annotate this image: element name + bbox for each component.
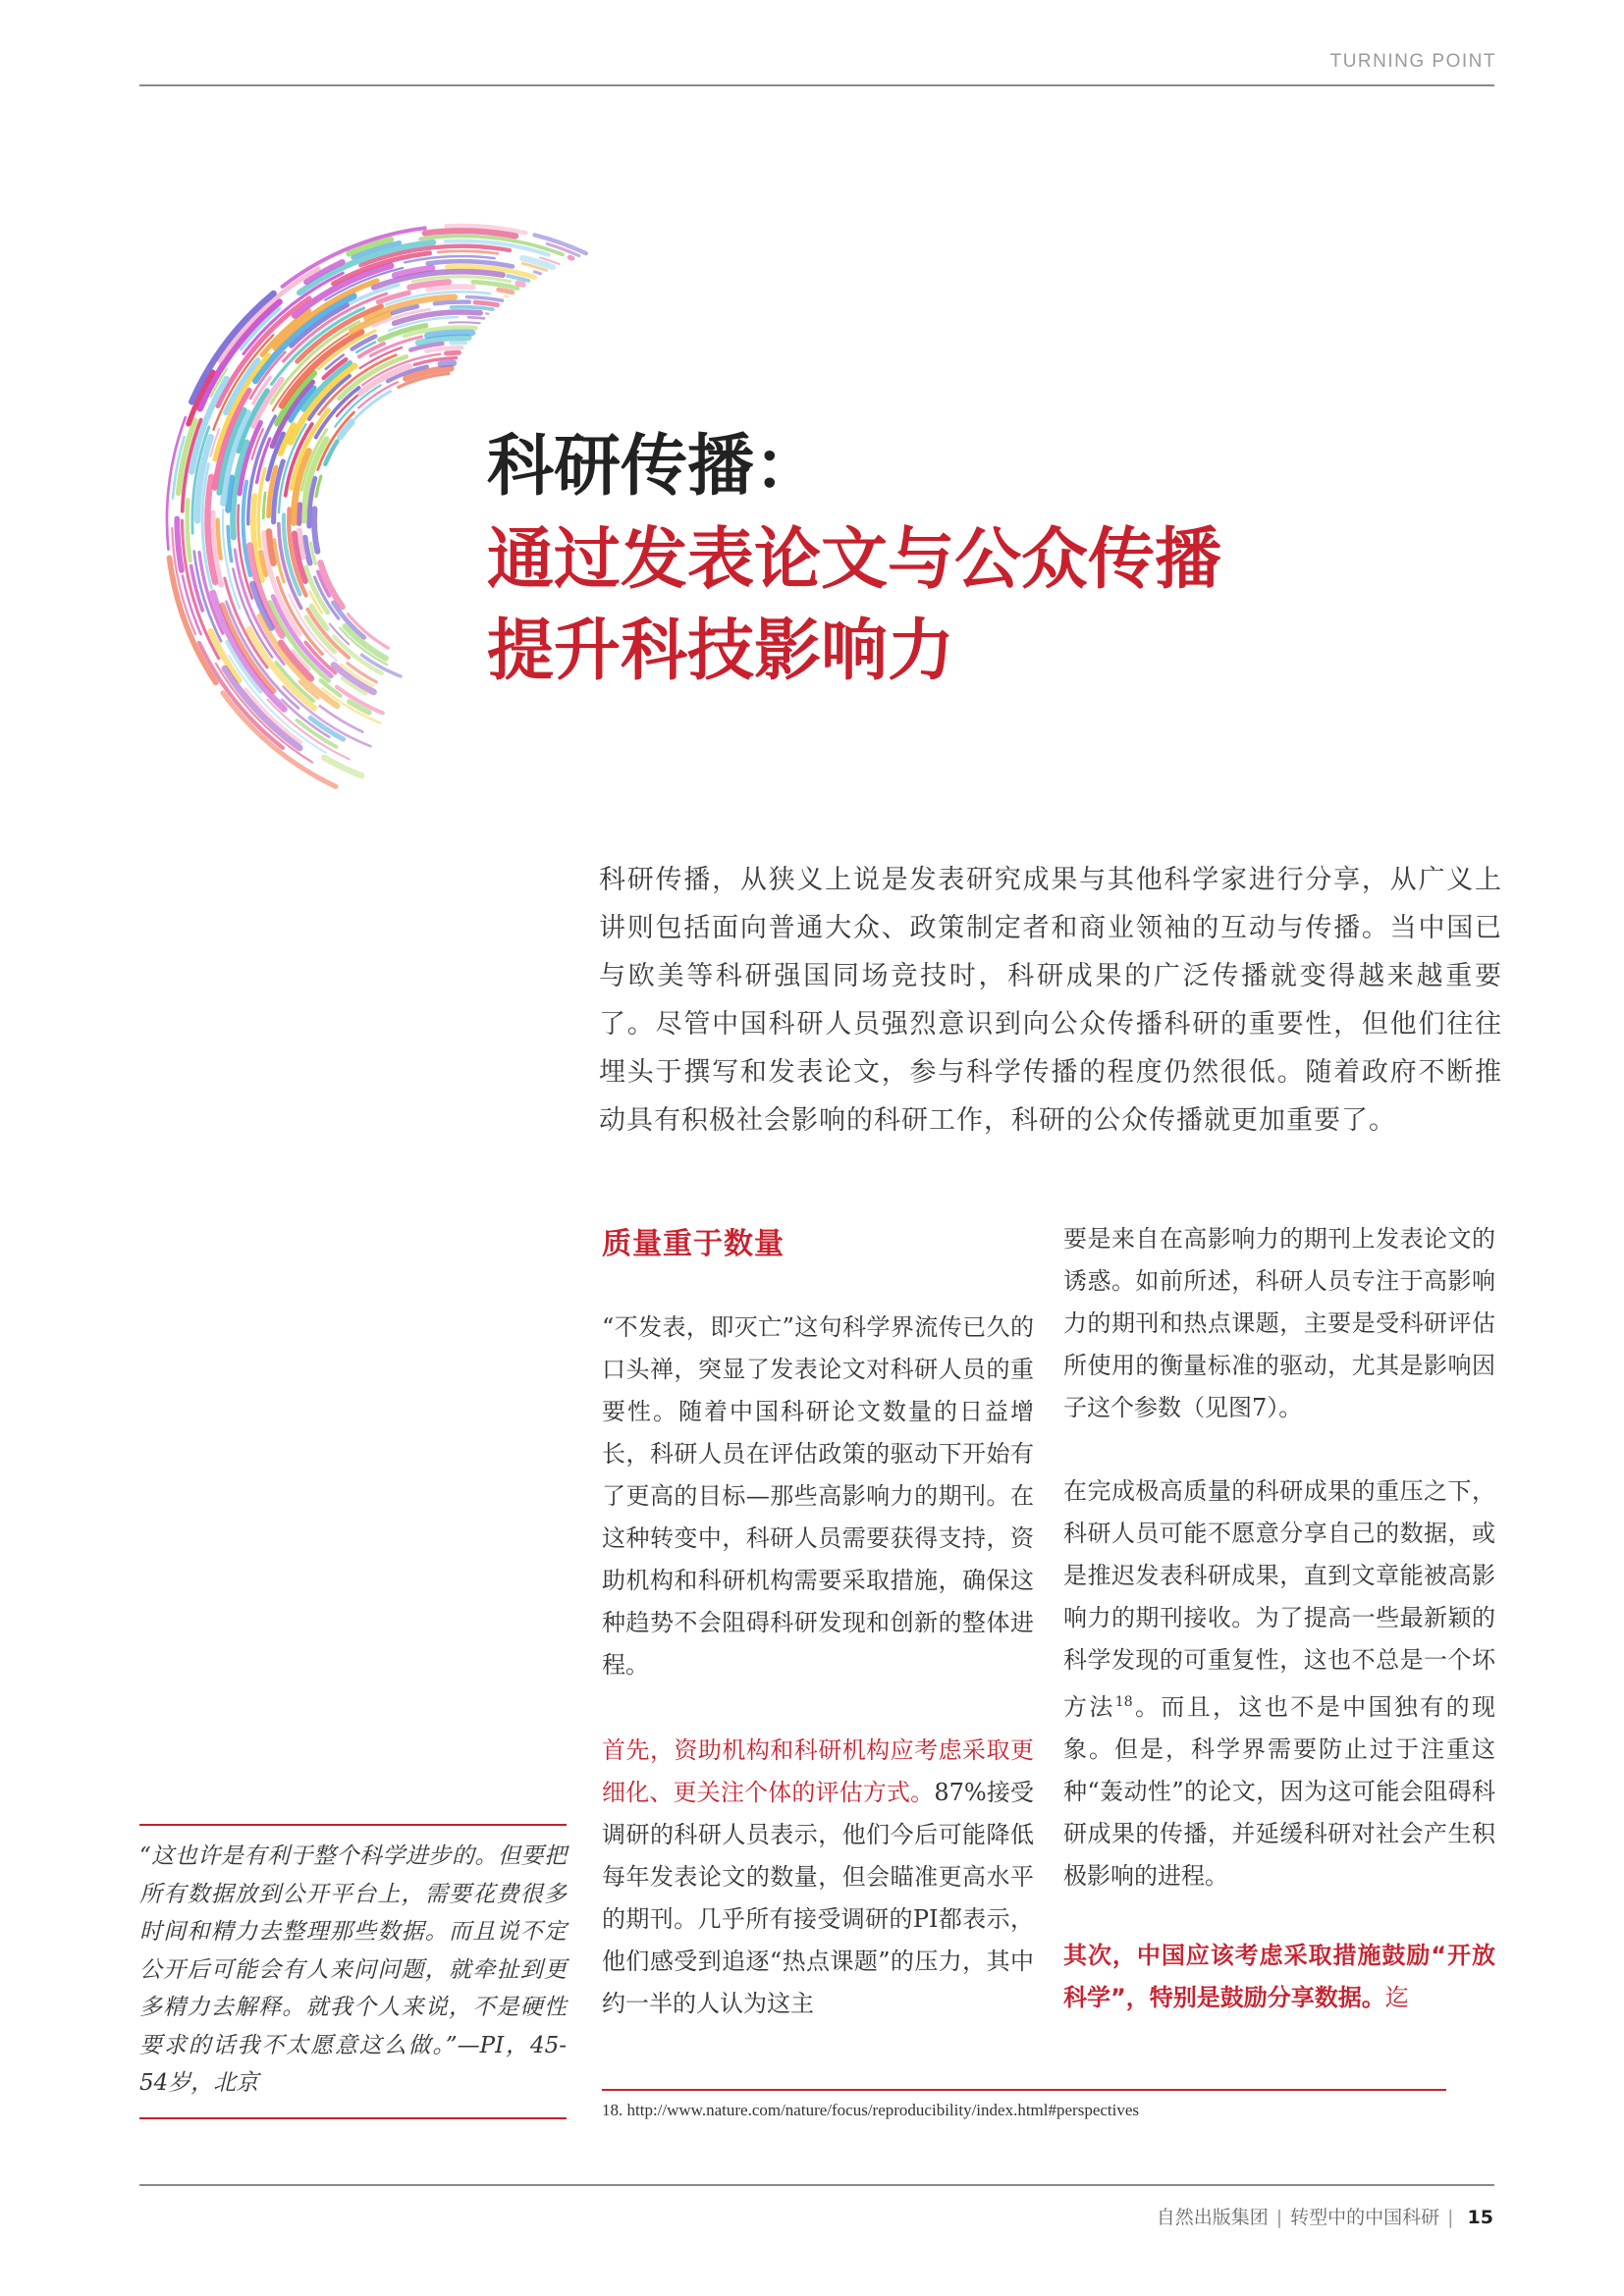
footer-separator: |	[1447, 2207, 1454, 2228]
swirl-arc	[324, 758, 361, 775]
swirl-arc	[441, 363, 454, 364]
pull-quote-top-rule	[139, 1824, 567, 1826]
footer-separator: |	[1275, 2207, 1283, 2228]
column1-highlight: 首先，资助机构和科研机构应考虑采取更细化、更关注个体的评估方式。	[602, 1736, 1034, 1806]
swirl-arc	[466, 297, 502, 301]
swirl-arc	[428, 287, 473, 289]
pull-quote-bottom-rule	[139, 2117, 567, 2119]
swirl-arc	[427, 333, 472, 336]
swirl-arc	[569, 257, 572, 258]
swirl-arc	[475, 302, 498, 305]
swirl-arc	[535, 272, 541, 274]
swirl-arc	[447, 352, 460, 353]
page-footer	[1157, 2203, 1493, 2229]
page-number: 15	[1467, 2207, 1493, 2228]
footer-report-title: 转型中的中国科研	[1290, 2207, 1440, 2228]
column2-paragraph-2-text-b: 。而且，这也不是中国独有的现象。但是，科学界需要防止过于注重这种“轰动性”的论文，因为这可能会阻碍科研成果的传播，并延缓科研对社会产生积极影响的进程。	[1063, 1693, 1496, 1890]
section-heading: 质量重于数量	[602, 1227, 785, 1261]
footnote-rule	[602, 2089, 1446, 2091]
column2-paragraph-3-text: 迄	[1384, 1984, 1409, 2011]
swirl-arc	[314, 508, 317, 551]
swirl-arc	[412, 277, 510, 282]
footer-rule	[139, 2184, 1494, 2186]
footer-publisher: 自然出版集团	[1156, 2207, 1269, 2228]
column2-paragraph-3	[1063, 1935, 1495, 2019]
pull-quote: “这也许是有利于整个科学进步的。但要把所有数据放到公开平台上，需要花费很多时间和精力去整理那些数据。而且说不定公开后可能会有人来问问题，就牵扯到更多精力去解释。就我个人来说，不是硬性要求的话我不太愿意这么做。”—PI，45-54岁，北京	[139, 1843, 567, 2096]
swirl-arc	[518, 284, 523, 285]
column2-paragraph-2-text-a: 在完成极高质量的科研成果的重压之下，科研人员可能不愿意分享自己的数据，或是推迟发表科研成果，直到文章能被高影响力的期刊接收。为了提高一些最新颖的科学发现的可重复性，这也不总是一个坏方法	[1063, 1477, 1495, 1721]
header-rule	[139, 84, 1494, 86]
column1-paragraph-2-text: 87%接受调研的科研人员表示，他们今后可能降低每年发表论文的数量，但会瞄准更高水平的期刊。几乎所有接受调研的PI都表示，他们感受到追逐“热点课题”的压力，其中约一半的人认为这主	[602, 1779, 1035, 2017]
swirl-arc	[435, 302, 469, 304]
column1-paragraph-1: “不发表，即灭亡”这句科学界流传已久的口头禅，突显了发表论文对科研人员的重要性。随着中国科研论文数量的日益增长，科研人员在评估政策的驱动下开始有了更高的目标—那些高影响力的期刊。在这种转变中，科研人员需要获得支持，资助机构和科研机构需要采取措施，确保这种趋势不会阻碍科研发现和创新的整体进程。	[602, 1313, 1034, 1679]
footnote: 18. http://www.nature.com/nature/focus/reproducibility/index.html#perspectives	[602, 2101, 1140, 2119]
column2-highlight: 其次，中国应该考虑采取措施鼓励“开放科学”，特别是鼓励分享数据。	[1063, 1942, 1495, 2011]
swirl-arc	[506, 296, 508, 297]
swirl-arc	[298, 505, 299, 523]
intro-paragraph: 科研传播，从狭义上说是发表研究成果与其他科学家进行分享，从广义上讲则包括面向普通大众、政策制定者和商业领袖的互动与传播。当中国已与欧美等科研强国同场竞技时，科研成果的广泛传播就变得越来越重要了。尽管中国科研人员强烈意识到向公众传播科研的重要性，但他们往往埋头于撰写和发表论文，参与科学传播的程度仍然很低。随着政府不断推动具有积极社会影响的科研工作，科研的公众传播就更加重要了。	[599, 865, 1502, 1136]
swirl-arc	[263, 493, 265, 518]
swirl-arc	[325, 441, 337, 463]
swirl-arc	[305, 538, 310, 563]
page-title-line-3: 提升科技影响力	[487, 613, 955, 690]
footnote-reference: 18	[1114, 1694, 1133, 1710]
running-header: TURNING POINT	[1329, 51, 1496, 72]
swirl-arc	[473, 282, 517, 289]
column2-paragraph-1: 要是来自在高影响力的期刊上发表论文的诱惑。如前所述，科研人员专注于高影响力的期刊和热点课题，主要是受科研评估所使用的衡量标准的驱动，尤其是影响因子这个参数（见图7）。	[1063, 1225, 1495, 1421]
swirl-arc	[452, 307, 493, 309]
page-title-line-2: 通过发表论文与公众传播	[487, 521, 1222, 599]
swirl-arc	[188, 500, 190, 561]
swirl-arc	[535, 235, 586, 253]
swirl-arc	[438, 251, 498, 253]
column1-paragraph-2	[602, 1730, 1034, 2025]
column2-paragraph-2	[1063, 1470, 1495, 1897]
page-title-line-1: 科研传播：	[487, 428, 822, 506]
swirl-arc	[499, 290, 513, 293]
decorative-swirl	[128, 196, 589, 815]
swirl-arc	[218, 520, 221, 559]
swirl-arc	[449, 322, 480, 323]
swirl-arc	[468, 317, 484, 318]
